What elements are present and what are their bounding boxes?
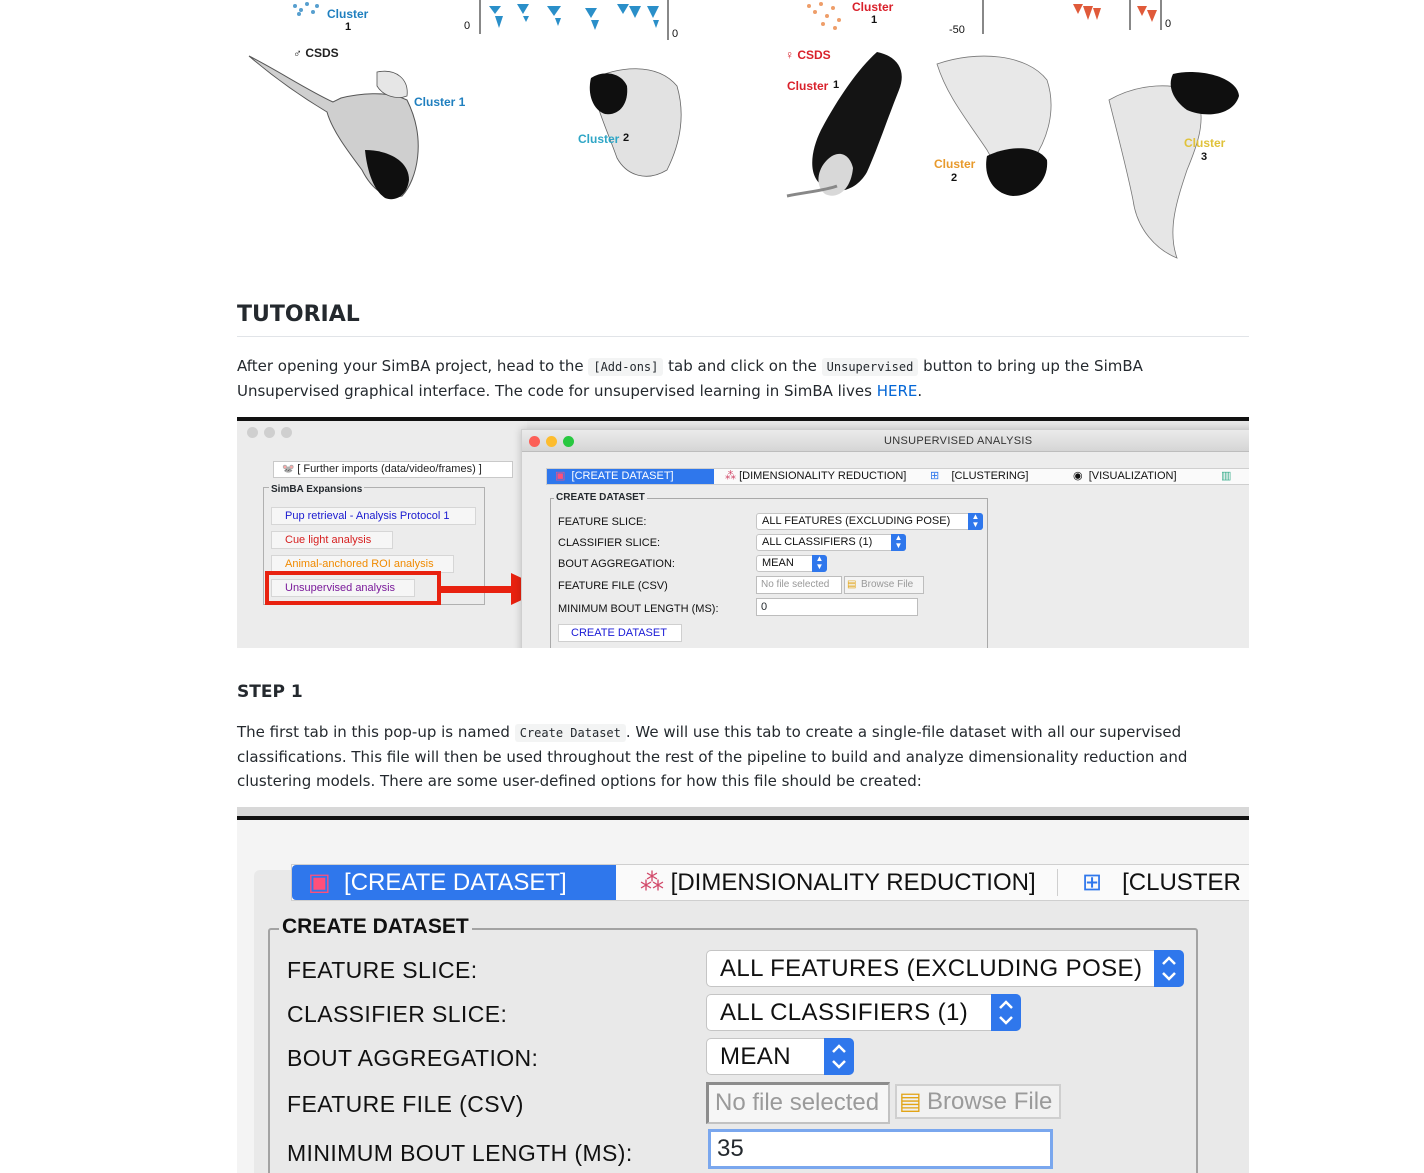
window-traffic-lights-inactive	[247, 427, 292, 438]
figure-graphics	[237, 0, 1249, 268]
scatter-icon: ⁂	[725, 470, 736, 482]
female-csds-label: ♀ CSDS	[785, 48, 831, 62]
fig-label-right-cluster-2b-num: 2	[951, 172, 958, 184]
min-bout-label: MINIMUM BOUT LENGTH (MS):	[558, 603, 719, 615]
tutorial-text-b: tab and click on the	[668, 357, 817, 375]
heading-divider	[237, 336, 1249, 337]
screenshot-inner	[237, 820, 1249, 1173]
fig-label-right-cluster-3-num: 3	[1201, 151, 1208, 163]
database-icon: ▣	[308, 869, 331, 896]
simba-screenshot-overview	[237, 417, 1249, 648]
stepper-caret-icon: ▲ ▼	[812, 555, 827, 572]
tutorial-text-a: After opening your SimBA project, head to the	[237, 357, 584, 375]
chart-tab-icon[interactable]: ▥	[1221, 470, 1232, 482]
stepper-caret-icon: ▲ ▼	[891, 534, 906, 551]
fig-label-cluster-b-num: 1	[871, 14, 878, 26]
fig-label-cluster-a: Cluster	[327, 7, 369, 21]
classifier-slice-value: ALL CLASSIFIERS (1)	[762, 536, 873, 548]
window-titlebar	[522, 430, 1249, 452]
zoom-tab-clustering-label: [CLUSTER	[1122, 869, 1241, 896]
zoom-feature-file-input[interactable]: No file selected	[706, 1082, 890, 1124]
zoom-create-dataset-panel-label: CREATE DATASET	[279, 915, 472, 939]
tab-clustering-label: [CLUSTERING]	[951, 470, 1029, 482]
stepper-caret-icon	[1154, 950, 1184, 987]
tab-visualization-label: [VISUALIZATION]	[1088, 470, 1177, 482]
cluster-icon: ⊞	[930, 470, 940, 482]
zoom-classifier-slice-value: ALL CLASSIFIERS (1)	[720, 999, 969, 1026]
classifier-slice-label: CLASSIFIER SLICE:	[558, 537, 661, 549]
tutorial-text-c: button to bring up the SimBA Unsupervised graphical interface. The code for unsupervised learning in SimBA lives	[237, 357, 1143, 400]
male-csds-label: ♂ CSDS	[293, 46, 339, 60]
feature-slice-select[interactable]	[756, 513, 983, 530]
fig-tick-minus50: -50	[949, 24, 965, 36]
fig-label-right-cluster-2-num: 2	[623, 132, 630, 144]
fig-label-right-cluster-1: Cluster	[787, 79, 829, 93]
fig-tick-zero-b: 0	[672, 28, 679, 40]
database-icon: ▣	[555, 470, 566, 482]
classifier-slice-select[interactable]	[756, 534, 906, 551]
create-dataset-button[interactable]: CREATE DATASET	[558, 624, 682, 642]
here-link[interactable]: HERE	[876, 382, 918, 400]
zoom-tab-create-dataset-label: [CREATE DATASET]	[344, 869, 567, 896]
unsupervised-code: Unsupervised	[822, 358, 919, 376]
highlight-box	[265, 571, 441, 605]
zoom-browse-file-label: Browse File	[927, 1088, 1053, 1115]
stepper-caret-icon	[824, 1038, 854, 1075]
zoom-bout-aggregation-value: MEAN	[720, 1043, 791, 1070]
scatter-icon: ⁂	[640, 869, 664, 896]
bout-aggregation-label: BOUT AGGREGATION:	[558, 558, 675, 570]
unsupervised-analysis-button[interactable]: Unsupervised analysis	[271, 579, 415, 597]
fig-label-right-cluster-1-num: 1	[833, 79, 840, 91]
feature-file-label: FEATURE FILE (CSV)	[558, 580, 668, 592]
bout-aggregation-select[interactable]	[756, 555, 827, 572]
cluster-icon: ⊞	[1082, 869, 1103, 896]
zoom-browse-file-button[interactable]	[895, 1084, 1061, 1119]
zoom-feature-slice-label: FEATURE SLICE:	[287, 957, 478, 983]
screenshot-topbar	[237, 807, 1249, 816]
addons-code: [Add-ons]	[588, 358, 663, 376]
mouse-icon: 🐭	[282, 464, 298, 475]
feature-slice-value: ALL FEATURES (EXCLUDING POSE)	[762, 515, 951, 527]
tab-create-dataset-label: [CREATE DATASET]	[571, 470, 674, 482]
window-title: UNSUPERVISED ANALYSIS	[884, 435, 1033, 447]
tutorial-paragraph	[237, 354, 1249, 403]
zoom-feature-slice-select[interactable]	[706, 950, 1184, 987]
zoom-tab-bar	[291, 864, 1249, 901]
step1-text-b: . We will use this tab to create a single-file dataset with all our supervised classifications. This file will then be used throughout the rest of the pipeline to build and analyze dimensionality reduction and clustering models. There are some user-defined options for how this file should be created:	[237, 723, 1188, 790]
zoom-tab-create-dataset[interactable]	[292, 865, 616, 900]
tab-bar	[546, 468, 1249, 485]
feature-slice-label: FEATURE SLICE:	[558, 516, 647, 528]
unsupervised-analysis-window	[521, 429, 1249, 648]
eye-icon: ◉	[1073, 470, 1083, 482]
cue-light-button[interactable]: Cue light analysis	[271, 531, 393, 549]
further-imports-tab[interactable]	[273, 461, 513, 478]
zoom-feature-slice-value: ALL FEATURES (EXCLUDING POSE)	[720, 955, 1143, 982]
stepper-caret-icon	[991, 994, 1021, 1031]
fig-label-right-cluster-2b: Cluster	[934, 157, 976, 171]
zoom-classifier-slice-label: CLASSIFIER SLICE:	[287, 1001, 508, 1027]
fig-tick-zero-a: 0	[464, 20, 471, 32]
zoom-bout-aggregation-label: BOUT AGGREGATION:	[287, 1045, 539, 1071]
fig-label-cluster-b: Cluster	[852, 0, 894, 14]
tab-dimensionality-reduction[interactable]	[725, 469, 906, 484]
tutorial-text-d: .	[917, 382, 923, 400]
fig-label-cluster-a-num: 1	[345, 21, 352, 33]
further-imports-label: [ Further imports (data/video/frames) ]	[297, 463, 482, 475]
min-bout-input[interactable]: 0	[756, 598, 918, 616]
stepper-caret-icon: ▲ ▼	[968, 513, 983, 530]
fig-tick-zero-c: 0	[1165, 18, 1172, 30]
create-dataset-code: Create Dataset	[515, 724, 626, 742]
expansions-label: SimBA Expansions	[271, 484, 363, 495]
tab-create-dataset[interactable]	[547, 469, 714, 484]
zoom-tab-clustering[interactable]	[1082, 865, 1241, 900]
fig-label-left-cluster: Cluster 1	[414, 95, 466, 109]
tab-clustering[interactable]	[930, 469, 1028, 484]
zoom-classifier-slice-select[interactable]	[706, 994, 1021, 1031]
zoom-tab-dim-red-label: [DIMENSIONALITY REDUCTION]	[670, 869, 1036, 896]
fig-label-right-cluster-3: Cluster	[1184, 136, 1226, 150]
window-traffic-lights[interactable]	[529, 436, 574, 447]
zoom-feature-file-label: FEATURE FILE (CSV)	[287, 1091, 524, 1117]
zoom-bout-aggregation-select[interactable]	[706, 1038, 854, 1075]
zoom-min-bout-label: MINIMUM BOUT LENGTH (MS):	[287, 1140, 633, 1166]
simba-main-window	[237, 421, 527, 648]
step1-heading: STEP 1	[237, 682, 303, 702]
tab-visualization[interactable]	[1073, 469, 1177, 484]
fig-label-right-cluster-2: Cluster	[578, 132, 620, 146]
pup-retrieval-button[interactable]: Pup retrieval - Analysis Protocol 1	[271, 507, 476, 525]
browse-file-label: Browse File	[861, 579, 914, 590]
cluster-figure	[237, 0, 1249, 268]
simba-screenshot-zoom	[237, 807, 1249, 1173]
create-dataset-panel-label: CREATE DATASET	[556, 492, 645, 503]
folder-icon: ▤	[899, 1088, 922, 1115]
zoom-min-bout-input[interactable]: 35	[708, 1129, 1053, 1169]
step1-paragraph	[237, 720, 1249, 793]
browse-file-button[interactable]	[844, 576, 924, 594]
tutorial-heading: TUTORIAL	[237, 302, 360, 327]
tab-dim-red-label: [DIMENSIONALITY REDUCTION]	[739, 470, 907, 482]
zoom-tab-dimensionality-reduction[interactable]	[640, 865, 1036, 900]
animal-anchored-roi-button[interactable]: Animal-anchored ROI analysis	[271, 555, 454, 573]
feature-file-input[interactable]: No file selected	[756, 576, 842, 594]
folder-icon: ▤	[847, 579, 857, 590]
step1-text-a: The first tab in this pop-up is named	[237, 723, 510, 741]
bout-aggregation-value: MEAN	[762, 557, 794, 569]
tab-separator	[1057, 869, 1058, 896]
